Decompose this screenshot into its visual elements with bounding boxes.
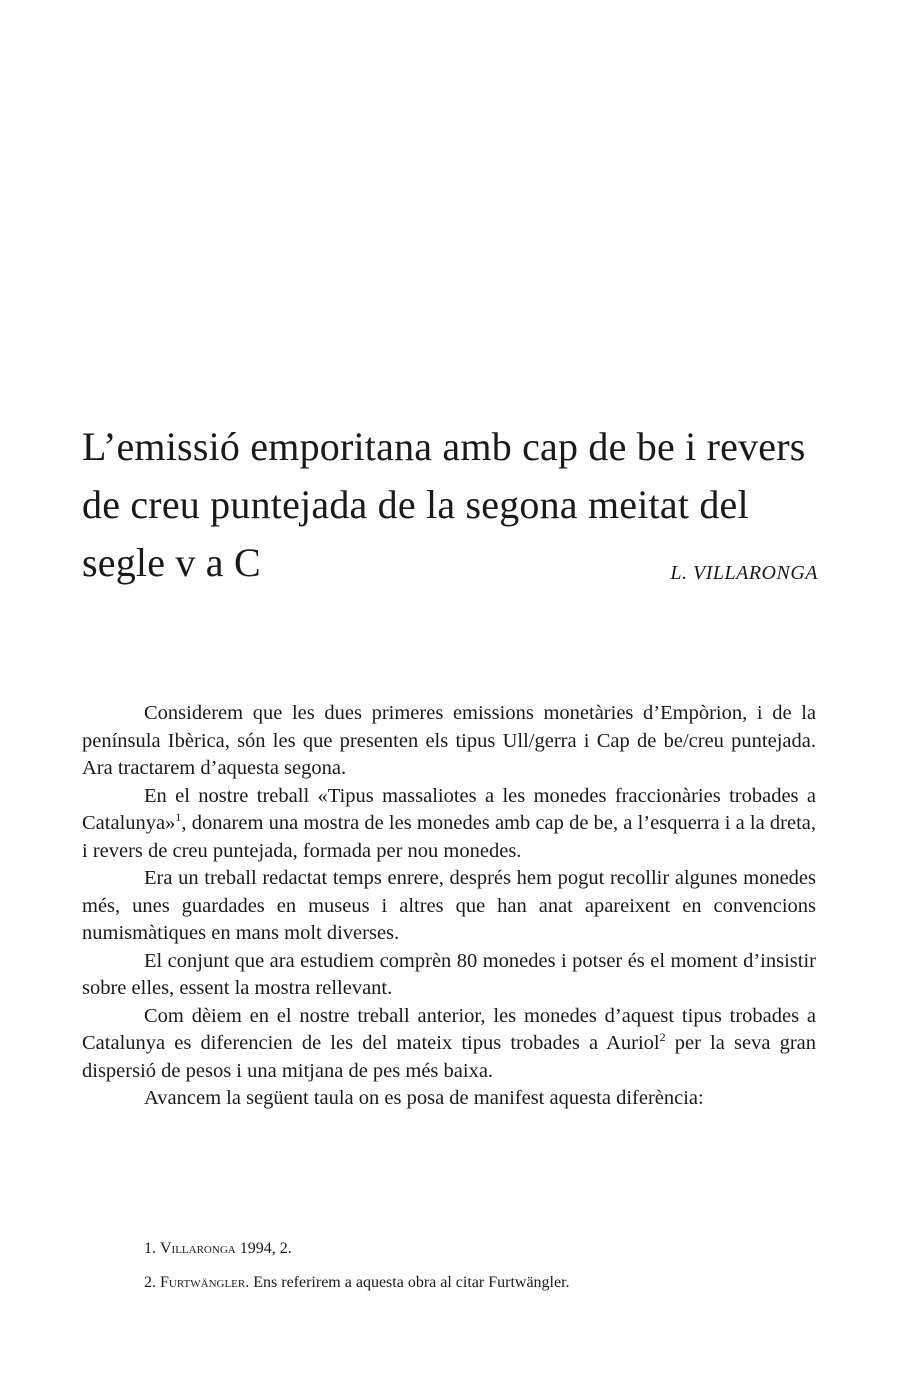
paragraph-3: Era un treball redactat temps enrere, després hem pogut recollir algunes monedes més, unes guardades en museus i altres que han anat apareixent en convencions numismàtiques en mans molt diverses. <box>82 867 816 944</box>
paragraph-4: El conjunt que ara estudiem comprèn 80 monedes i potser és el moment d’insistir sobre elles, essent la mostra rellevant. <box>82 949 816 999</box>
footnote-ref-1[interactable]: 1 <box>175 810 182 825</box>
article-title: L’emissió emporitana amb cap de be i revers de creu puntejada de la segona meitat del segle v a C <box>82 424 806 585</box>
paragraph-6: Avancem la següent taula on es posa de manifest aquesta diferència: <box>144 1087 704 1109</box>
author-name: L. VILLARONGA <box>670 562 818 584</box>
paragraph-2-text-b: , donarem una mostra de les monedes amb cap de be, a l’esquerra i a la dreta, i revers de creu puntejada, formada per nou monedes. <box>82 812 816 862</box>
footnotes <box>144 1232 824 1300</box>
footnote-1 <box>144 1232 824 1266</box>
paragraph-2-text-a: En el nostre treball «Tipus massaliotes a les monedes fraccionàries trobades a Catalunya» <box>82 784 816 834</box>
footnote-1-number: 1. <box>144 1240 160 1257</box>
footnote-ref-2[interactable]: 2 <box>659 1030 666 1045</box>
paragraph-5-text-b: per la seva gran dispersió de pesos i una mitjana de pes més baixa. <box>82 1032 816 1082</box>
footnote-1-author: Villaronga <box>160 1240 236 1257</box>
footnote-2 <box>144 1266 824 1300</box>
paragraph-5 <box>82 1003 816 1086</box>
paragraph-5-text-a: Com dèiem en el nostre treball anterior, les monedes d’aquest tipus trobades a Catalunya es diferencien de les del mateix tipus trobades a Auriol <box>82 1004 816 1054</box>
article-body <box>82 700 816 1113</box>
footnote-2-text: . Ens referirem a aquesta obra al citar Furtwängler. <box>245 1274 570 1291</box>
footnote-1-text: 1994, 2. <box>235 1240 292 1257</box>
footnote-2-number: 2. <box>144 1274 160 1291</box>
footnote-2-author: Furtwängler <box>160 1274 246 1291</box>
paragraph-1: Considerem que les dues primeres emissions monetàries d’Empòrion, i de la península Ibèrica, són les que presenten els tipus Ull/gerra i Cap de be/creu puntejada. Ara tractarem d’aquesta segona. <box>82 702 816 779</box>
paragraph-2 <box>82 783 816 866</box>
